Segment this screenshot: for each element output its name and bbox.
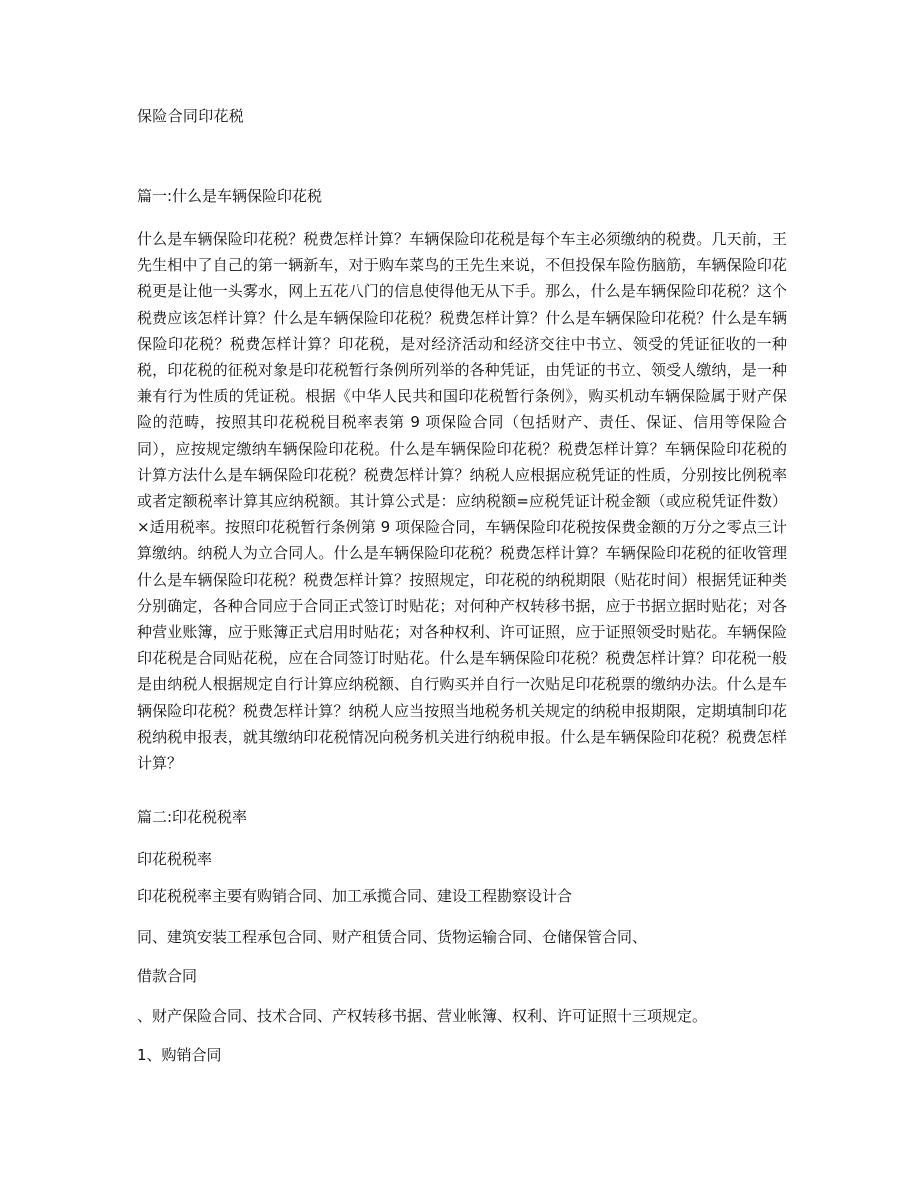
paragraph-line: 印花税税率主要有购销合同、加工承揽合同、建设工程勘察设计合	[137, 887, 573, 905]
paragraph-line: 借款合同	[137, 967, 198, 985]
list-item-heading: 1、购销合同	[137, 1046, 222, 1064]
paragraph-line: 、财产保险合同、技术合同、产权转移书据、营业帐簿、权利、许可证照十三项规定。	[137, 1007, 708, 1025]
section-2-heading: 篇二:印花税税率	[137, 808, 248, 826]
section-1-heading: 篇一:什么是车辆保险印花税	[137, 187, 323, 205]
section-2-subheading: 印花税税率	[137, 850, 213, 868]
section-1-body: 什么是车辆保险印花税？税费怎样计算？车辆保险印花税是每个车主必须缴纳的税费。几天前，王先生相中了自己的第一辆新车，对于购车菜鸟的王先生来说，不但投保车险伤脑筋，车辆保险印花税更是让他一头雾水，网上五花八门的信息使得他无从下手。那么，什么是车辆保险印花税？这个税费应该怎样计算？什么是车辆保险印花税？税费怎样计算？什么是车辆保险印花税？什么是车辆保险印花税？税费怎样计算？印花税，是对经济活动和经济交往中书立、领受的凭证征收的一种税，印花税的征税对象是印花税暂行条例所列举的各种凭证，由凭证的书立、领受人缴纳，是一种兼有行为性质的凭证税。根据《中华人民共和国印花税暂行条例》，购买机动车辆保险属于财产保险的范畴，按照其印花税税目税率表第 9 项保险合同（包括财产、责任、保证、信用等保险合同），应按规定缴纳车辆保险印花税。什么是车辆保险印花税？税费怎样计算？车辆保险印花税的计算方法什么是车辆保险印花税？税费怎样计算？纳税人应根据应税凭证的性质，分别按比例税率或者定额税率计算其应纳税额。其计算公式是：应纳税额=应税凭证计税金额（或应税凭证件数）×适用税率。按照印花税暂行条例第 9 项保险合同，车辆保险印花税按保费金额的万分之零点三计算缴纳。纳税人为立合同人。什么是车辆保险印花税？税费怎样计算？车辆保险印花税的征收管理什么是车辆保险印花税？税费怎样计算？按照规定，印花税的纳税期限（贴花时间）根据凭证种类分别确定，各种合同应于合同正式签订时贴花；对何种产权转移书据，应于书据立据时贴花；对各种营业账簿，应于账簿正式启用时贴花；对各种权利、许可证照，应于证照领受时贴花。车辆保险印花税是合同贴花税，应在合同签订时贴花。什么是车辆保险印花税？税费怎样计算？印花税一般是由纳税人根据规定自行计算应纳税额、自行购买并自行一次贴足印花税票的缴纳办法。什么是车辆保险印花税？税费怎样计算？纳税人应当按照当地税务机关规定的纳税申报期限，定期填制印花税纳税申报表，就其缴纳印花税情况向税务机关进行纳税申报。什么是车辆保险印花税？税费怎样计算？	[137, 230, 787, 773]
document-title: 保险合同印花税	[137, 107, 245, 125]
paragraph-line: 同、建筑安装工程承包合同、财产租赁合同、货物运输合同、仓储保管合同、	[137, 928, 648, 946]
